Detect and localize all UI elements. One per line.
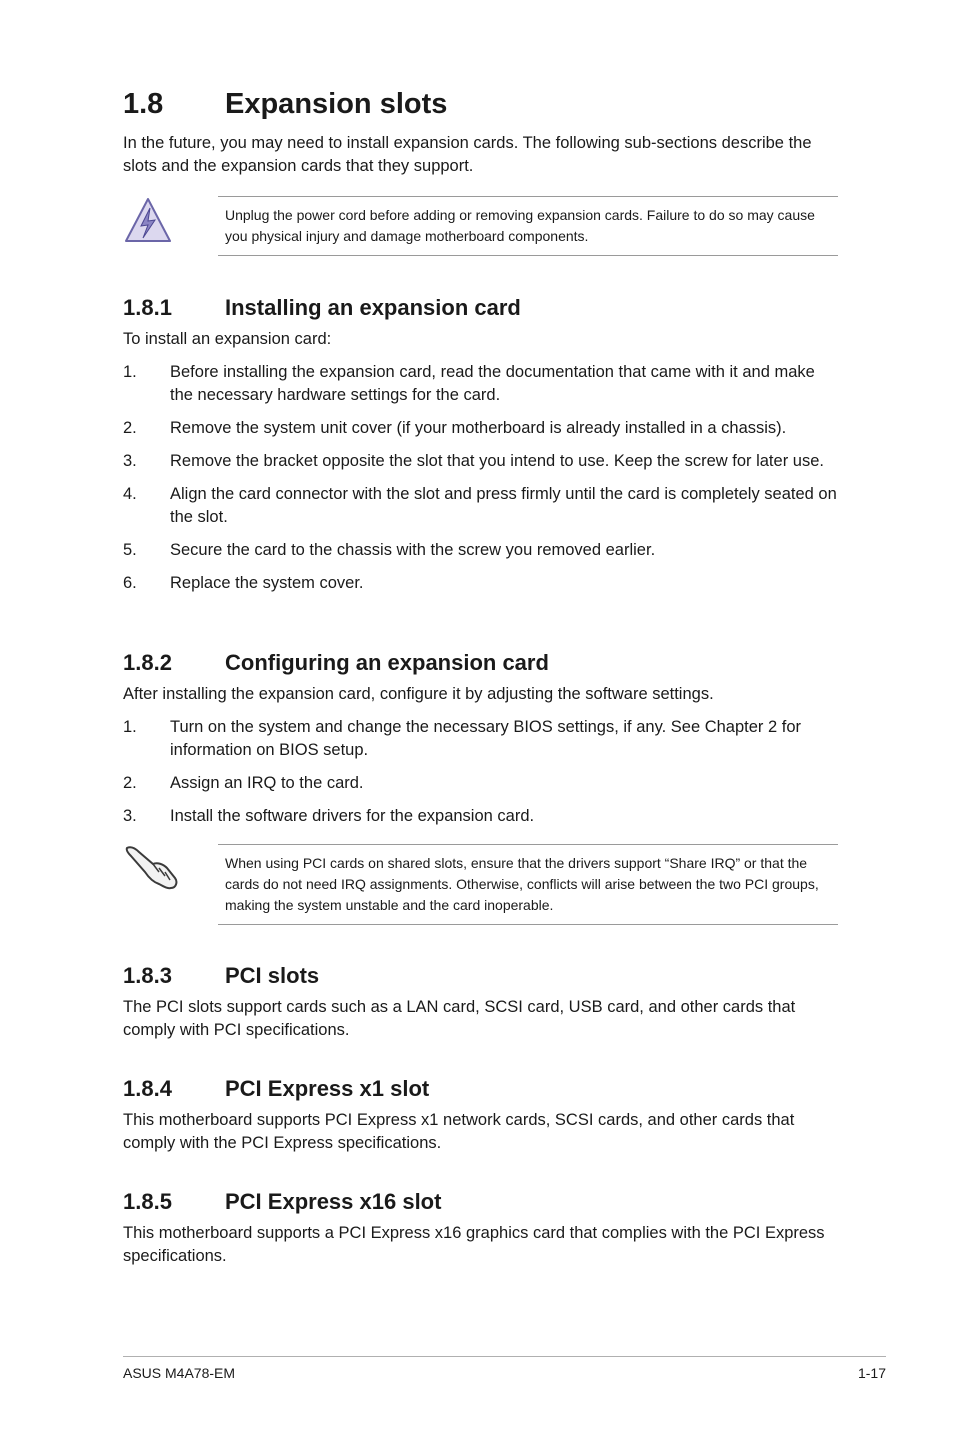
pointing-hand-icon xyxy=(123,842,181,897)
pcie-x1-paragraph: This motherboard supports PCI Express x1 network cards, SCSI cards, and other cards that comply with the PCI Express specifications. xyxy=(123,1111,795,1152)
subsection-number: 1.8.4 xyxy=(123,1076,172,1101)
warning-callout xyxy=(218,196,838,256)
footer-product-name: ASUS M4A78-EM xyxy=(123,1365,236,1381)
note-callout xyxy=(218,844,838,925)
subsection-heading-1-8-2 xyxy=(123,650,549,676)
list-item: 4. Align the card connector with the slot and press firmly until the card is completely seated on the slot. xyxy=(123,485,837,526)
subsection-heading-1-8-5 xyxy=(123,1189,441,1215)
subsection-title: PCI Express x1 slot xyxy=(225,1076,430,1101)
list-item: 2. Remove the system unit cover (if your motherboard is already installed in a chassis). xyxy=(123,419,787,437)
list-item: 3. Install the software drivers for the expansion card. xyxy=(123,807,535,825)
subsection-heading-1-8-1 xyxy=(123,295,521,321)
section-number: 1.8 xyxy=(123,88,164,120)
subsection-heading-1-8-3 xyxy=(123,963,319,989)
intro-paragraph: In the future, you may need to install expansion cards. The following sub-sections describe the slots and the expansion cards that they support. xyxy=(123,134,812,175)
subsection-number: 1.8.3 xyxy=(123,963,172,988)
subsection-heading-1-8-4 xyxy=(123,1076,429,1102)
subsection-number: 1.8.2 xyxy=(123,650,172,675)
subsection-number: 1.8.1 xyxy=(123,295,172,320)
section-title: Expansion slots xyxy=(225,88,448,120)
configure-steps xyxy=(123,716,839,838)
subsection-title: Installing an expansion card xyxy=(225,295,521,320)
subsection-title: PCI Express x16 slot xyxy=(225,1189,442,1214)
list-item: 1. Turn on the system and change the necessary BIOS settings, if any. See Chapter 2 for information on BIOS setup. xyxy=(123,718,802,759)
list-item: 2. Assign an IRQ to the card. xyxy=(123,774,364,792)
subsection-number: 1.8.5 xyxy=(123,1189,172,1214)
install-lead: To install an expansion card: xyxy=(123,330,332,348)
note-text: When using PCI cards on shared slots, ensure that the drivers support “Share IRQ” or that the cards do not need IRQ assignments. Otherwise, conflicts will arise between the two PCI groups, making the system unstable and the card inoperable. xyxy=(225,855,819,913)
subsection-title: PCI slots xyxy=(225,963,320,988)
install-steps xyxy=(123,361,839,605)
warning-lightning-icon xyxy=(123,196,173,249)
pcie-x16-paragraph: This motherboard supports a PCI Express x16 graphics card that complies with the PCI Express specifications. xyxy=(123,1224,825,1265)
list-item: 6. Replace the system cover. xyxy=(123,574,364,592)
warning-text: Unplug the power cord before adding or removing expansion cards. Failure to do so may cause you physical injury and damage motherboard components. xyxy=(225,207,815,244)
list-item: 5. Secure the card to the chassis with the screw you removed earlier. xyxy=(123,541,656,559)
list-item: 3. Remove the bracket opposite the slot that you intend to use. Keep the screw for later use. xyxy=(123,452,824,470)
footer-page-number: 1-17 xyxy=(857,1365,886,1381)
subsection-title: Configuring an expansion card xyxy=(225,650,549,675)
footer-divider xyxy=(123,1356,886,1357)
pci-slots-paragraph: The PCI slots support cards such as a LAN card, SCSI card, USB card, and other cards that comply with PCI specifications. xyxy=(123,998,796,1039)
section-heading xyxy=(123,88,447,121)
configure-lead: After installing the expansion card, configure it by adjusting the software settings. xyxy=(123,685,714,703)
list-item: 1. Before installing the expansion card, read the documentation that came with it and make the necessary hardware settings for the card. xyxy=(123,363,815,404)
